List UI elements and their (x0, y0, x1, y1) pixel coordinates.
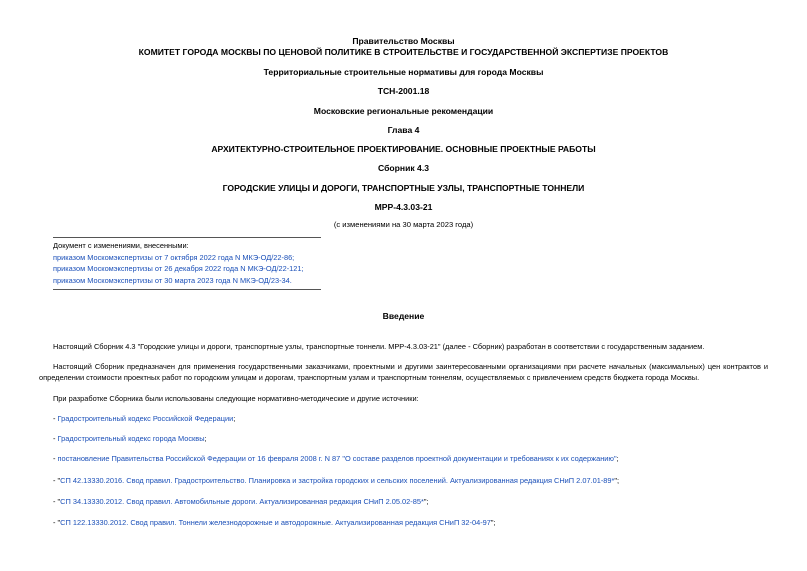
collection-title: ГОРОДСКИЕ УЛИЦЫ И ДОРОГИ, ТРАНСПОРТНЫЕ УЗЛЫ, ТРАНСПОРТНЫЕ ТОННЕЛИ (222, 183, 585, 193)
revision-note: (с изменениями на 30 марта 2023 года) (333, 220, 474, 229)
source-item: - Градостроительный кодекс города Москвы; (53, 434, 207, 443)
intro-paragraph-2: Настоящий Сборник предназначен для применения государственными заказчиками, проектными и другими заинтересованными организациями при расчете начальных (максимальных) цен контрактов и определении стоимости проектных работ по городским улицам и дорогам, транспортным узлам и транспортным тоннелям, осуществляемых с привлечением средств бюджета города Москвы. (39, 362, 768, 382)
mrr-code: МРР-4.3.03-21 (374, 202, 433, 212)
source-item: - "СП 122.13330.2012. Свод правил. Тоннели железнодорожные и автодорожные. Актуализированная редакция СНиП 32-04-97"; (53, 518, 496, 527)
order-link[interactable]: приказом Москомэкспертизы от 30 марта 2023 года N МКЭ-ОД/23-34. (53, 275, 292, 285)
source-item: - постановление Правительства Российской Федерации от 16 февраля 2008 г. N 87 "О составе разделов проектной документации и требованиях к их содержанию"; (53, 454, 619, 463)
intro-paragraph-3: При разработке Сборника были использованы следующие нормативно-методические и другие источники: (53, 394, 419, 403)
changes-block (53, 240, 304, 286)
recommendations-title: Московские региональные рекомендации (313, 106, 494, 116)
chapter-number: Глава 4 (387, 125, 420, 135)
norms-code: ТСН-2001.18 (377, 86, 430, 96)
source-link[interactable]: СП 34.13330.2012. Свод правил. Автомобильные дороги. Актуализированная редакция СНиП 2.05.02-85* (60, 497, 424, 506)
source-item: - "СП 42.13330.2016. Свод правил. Градостроительство. Планировка и застройка городских и сельских поселений. Актуализированная редакция СНиП 2.07.01-89*"; (53, 476, 620, 485)
source-item: - "СП 34.13330.2012. Свод правил. Автомобильные дороги. Актуализированная редакция СНиП 2.05.02-85*"; (53, 497, 429, 506)
order-link[interactable]: приказом Москомэкспертизы от 7 октября 2022 года N МКЭ-ОД/22-86; (53, 252, 295, 262)
divider-bottom (53, 289, 321, 290)
introduction-title: Введение (382, 311, 425, 321)
collection-number: Сборник 4.3 (377, 163, 429, 173)
source-item: - Градостроительный кодекс Российской Федерации; (53, 414, 236, 423)
divider-top (53, 237, 321, 238)
source-link[interactable]: Градостроительный кодекс Российской Федерации (57, 414, 234, 423)
chapter-title: АРХИТЕКТУРНО-СТРОИТЕЛЬНОЕ ПРОЕКТИРОВАНИЕ. ОСНОВНЫЕ ПРОЕКТНЫЕ РАБОТЫ (211, 144, 596, 154)
source-link[interactable]: СП 42.13330.2016. Свод правил. Градостроительство. Планировка и застройка городских и сельских поселений. Актуализированная редакция СНиП 2.07.01-89* (60, 476, 615, 485)
government-name: Правительство Москвы (352, 36, 455, 46)
changes-intro: Документ с изменениями, внесенными: (53, 241, 189, 250)
source-link[interactable]: СП 122.13330.2012. Свод правил. Тоннели железнодорожные и автодорожные. Актуализированная редакция СНиП 32-04-97 (60, 518, 491, 527)
source-link[interactable]: постановление Правительства Российской Федерации от 16 февраля 2008 г. N 87 "О составе разделов проектной документации и требованиях к их содержанию" (57, 454, 617, 463)
order-link[interactable]: приказом Москомэкспертизы от 26 декабря 2022 года N МКЭ-ОД/22-121; (53, 264, 304, 273)
source-link[interactable]: Градостроительный кодекс города Москвы (57, 434, 205, 443)
norms-title: Территориальные строительные нормативы для города Москвы (263, 67, 544, 77)
committee-name: КОМИТЕТ ГОРОДА МОСКВЫ ПО ЦЕНОВОЙ ПОЛИТИКЕ В СТРОИТЕЛЬСТВЕ И ГОСУДАРСТВЕННОЙ ЭКСПЕРТИЗЕ ПРОЕКТОВ (138, 47, 669, 57)
intro-paragraph-1: Настоящий Сборник 4.3 "Городские улицы и дороги, транспортные узлы, транспортные тоннели. МРР-4.3.03-21" (далее - Сборник) разработан в соответствии с государственным заданием. (53, 342, 705, 351)
